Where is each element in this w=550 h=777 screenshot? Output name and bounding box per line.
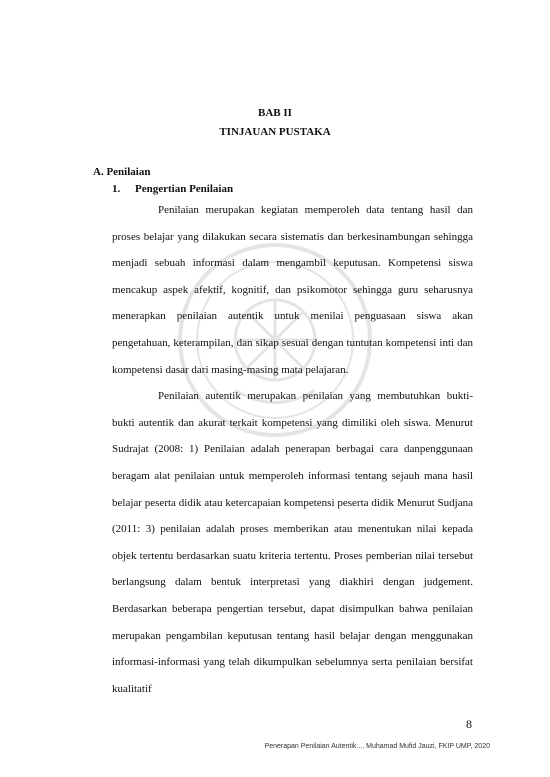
chapter-title: TINJAUAN PUSTAKA xyxy=(219,126,331,138)
paragraph: Penilaian merupakan kegiatan memperoleh data tentang hasil dan proses belajar yang dilakukan secara sistematis dan berkesinambungan sehingga menjadi sebuah informasi dalam mengambil keputusan. Kompetensi siswa mencakup aspek afektif, kognitif, dan psikomotor sehingga guru seharusnya menerapkan penilaian autentik untuk menilai penguasaan siswa akan pengetahuan, keterampilan, dan sikap sesuai dengan tuntutan kompetensi inti dan kompetensi dasar dari masing-masing mata pelajaran. xyxy=(112,204,473,376)
body-text xyxy=(112,197,473,702)
page-footer: Penerapan Penilaian Autentik..., Muhamad Mufid Jauzi, FKIP UMP, 2020 xyxy=(264,743,490,750)
section-heading: A. Penilaian xyxy=(93,166,151,178)
subsection-number: 1. xyxy=(112,183,121,195)
page-number: 8 xyxy=(466,717,472,731)
subsection-heading xyxy=(112,183,233,195)
subsection-title: Pengertian Penilaian xyxy=(135,183,234,195)
paragraph: Penilaian autentik merupakan penilaian yang membutuhkan bukti-bukti autentik dan akurat terkait kompetensi yang dimiliki oleh siswa. Menurut Sudrajat (2008: 1) Penilaian adalah penerapan berbagai cara danpenggunaan beragam alat penilaian untuk memperoleh informasi tentang sejauh mana hasil belajar peserta didik atau ketercapaian kompetensi peserta didik Menurut Sudjana (2011: 3) penilaian adalah proses memberikan atau menentukan nilai kepada objek tertentu berdasarkan suatu kriteria tertentu. Proses pemberian nilai tersebut berlangsung dalam bentuk interpretasi yang diakhiri dengan judgement. Berdasarkan beberapa pengertian tersebut, dapat disimpulkan bahwa penilaian merupakan pengambilan keputusan tentang hasil belajar dengan menggunakan informasi-informasi yang telah dikumpulkan sebelumnya serta penilaian bersifat kualitatif xyxy=(112,390,473,695)
chapter-label: BAB II xyxy=(258,107,292,119)
